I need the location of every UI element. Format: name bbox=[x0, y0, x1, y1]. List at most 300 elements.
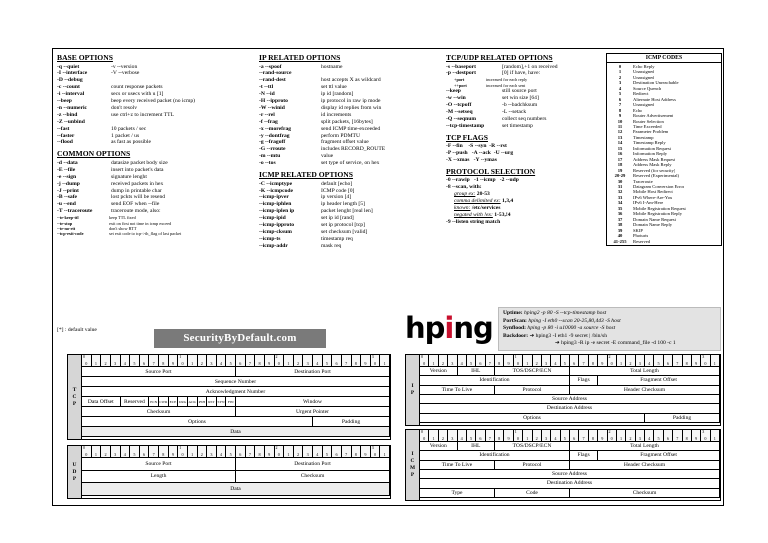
identification-field: Identification bbox=[420, 376, 570, 385]
site-banner: SecurityByDefault.com bbox=[154, 329, 326, 348]
icmp-code-number: 1 bbox=[618, 69, 622, 75]
icmp-code-number: 16 bbox=[617, 151, 623, 157]
header-checksum-field: Header Checksum bbox=[570, 461, 720, 470]
bit-index: 1 bbox=[284, 446, 294, 458]
option-description: count response packets bbox=[111, 84, 163, 91]
option-flag: --tcp-exit-code bbox=[57, 231, 84, 237]
udp-header-diagram bbox=[67, 445, 391, 499]
option-description: ip id [random] bbox=[321, 91, 354, 98]
option-flag: --flood bbox=[57, 139, 73, 146]
icmp-code-number: 38 bbox=[617, 222, 623, 228]
bit-index: 3 bbox=[636, 355, 645, 367]
option-description: value bbox=[321, 153, 334, 160]
option-row bbox=[259, 181, 443, 188]
icmp-code-name: Redirect bbox=[633, 91, 649, 97]
option-row bbox=[57, 181, 255, 188]
tcp-flag-row: -X --xmas -Y --ymas bbox=[446, 156, 497, 163]
option-flag: -e --sign bbox=[57, 173, 77, 180]
icmp-code-name: Source Quench bbox=[633, 85, 662, 91]
option-description: 1 packet / us bbox=[111, 132, 140, 139]
bit-index: 8 bbox=[255, 446, 265, 458]
bit-index: 2 bbox=[294, 355, 304, 367]
icmp-code-number: 9 bbox=[618, 113, 622, 119]
bit-index: 6 bbox=[476, 430, 485, 442]
option-flag: -E --file bbox=[57, 166, 76, 173]
bit-index: 4 bbox=[313, 446, 323, 458]
bit-index: 7 bbox=[486, 430, 495, 442]
version-field: Version bbox=[420, 442, 458, 451]
option-description: ICMP code [0] bbox=[321, 187, 355, 194]
protocol-field: Protocol bbox=[495, 461, 570, 470]
option-flag: --icmp-iplen ip bbox=[259, 208, 295, 215]
destport-suboptions bbox=[446, 77, 603, 88]
option-row bbox=[57, 105, 255, 112]
icmp-code-name: Mobile Host Redirect bbox=[633, 189, 673, 195]
bit-index: 3 bbox=[636, 430, 645, 442]
option-row bbox=[57, 119, 255, 126]
bit-index: 9 bbox=[169, 355, 179, 367]
bit-index: 3 bbox=[303, 446, 313, 458]
bit-index: 5 bbox=[561, 355, 570, 367]
bit-index: 7 bbox=[149, 355, 159, 367]
identification-field: Identification bbox=[420, 451, 570, 460]
option-row bbox=[57, 167, 255, 174]
bit-index: 8 bbox=[683, 355, 692, 367]
destination-port-field: Destination Port bbox=[236, 458, 390, 471]
option-row bbox=[57, 208, 255, 215]
data-field: Data bbox=[82, 427, 390, 437]
icmp-codes-table bbox=[606, 53, 722, 246]
bit-index: 1 bbox=[523, 430, 532, 442]
bit-index: 1 bbox=[380, 355, 390, 367]
bit-index: 6 bbox=[664, 430, 673, 442]
icmp-code-name: Timestamp Reply bbox=[633, 140, 666, 146]
protocol-selection-heading: PROTOCOL SELECTION bbox=[446, 166, 536, 176]
flag-rst: RST bbox=[207, 397, 217, 407]
option-flag: -W --winid bbox=[259, 104, 285, 111]
bit-index: 8 bbox=[495, 355, 504, 367]
bit-index: 7 bbox=[486, 355, 495, 367]
option-row bbox=[259, 112, 443, 119]
options-field: Options bbox=[82, 417, 313, 427]
option-description: use ctrl+z to increment TTL bbox=[111, 111, 175, 118]
option-description: [random],+1 on received bbox=[502, 63, 558, 70]
bit-index: 6 bbox=[332, 355, 342, 367]
option-flag: --keep bbox=[446, 88, 461, 95]
option-description: ip header length [5] bbox=[321, 201, 365, 208]
icmp-code-name: Information Request bbox=[633, 145, 671, 151]
option-description: received packets in hex bbox=[111, 180, 164, 187]
option-row bbox=[259, 229, 443, 236]
urgent-pointer-field: Urgent Pointer bbox=[236, 407, 390, 417]
option-description: traceroute mode, also: bbox=[111, 208, 161, 215]
bit-index: 5 bbox=[654, 355, 663, 367]
option-flag: -o --tos bbox=[259, 160, 276, 167]
option-row bbox=[259, 153, 443, 160]
icmp-code-name: IPv6 I-Am-Here bbox=[633, 200, 664, 206]
option-flag: -z --bind bbox=[57, 111, 78, 118]
bit-index: 8 bbox=[159, 355, 169, 367]
option-row bbox=[259, 105, 443, 112]
option-description: set checksum [valid] bbox=[321, 228, 368, 235]
option-description: hostname bbox=[321, 63, 343, 70]
option-description: increased for each reply bbox=[486, 77, 528, 83]
bit-index: 1 bbox=[711, 430, 720, 442]
bit-index: 4 bbox=[121, 355, 131, 367]
tcpudp-options-list-2 bbox=[446, 88, 603, 129]
bit-index: 5 bbox=[561, 430, 570, 442]
total-length-field: Total Length bbox=[570, 442, 720, 451]
bit-index: 4 bbox=[551, 430, 560, 442]
base-options-list bbox=[57, 64, 255, 147]
icmp-code-number: 6 bbox=[618, 96, 622, 102]
bit-index: 3 bbox=[207, 446, 217, 458]
scan-example: comma delimited ex: 1,3,4 bbox=[454, 198, 514, 204]
bit-index: 9 bbox=[361, 446, 371, 458]
option-flag: --faster bbox=[57, 132, 75, 139]
column-base-common bbox=[57, 53, 255, 237]
icmp-options-heading: ICMP RELATED OPTIONS bbox=[259, 170, 353, 180]
icmp-code-number: 34 bbox=[617, 200, 623, 206]
option-flag: -Z --unbind bbox=[57, 118, 85, 125]
icmp-type-field: Type bbox=[420, 489, 495, 498]
flags-field: Flags bbox=[570, 451, 598, 460]
option-description: set exit code to tcp->th_flag of last packet bbox=[109, 231, 182, 237]
bit-index: 2 bbox=[198, 355, 208, 367]
bit-index: 1 0 bbox=[178, 355, 188, 367]
option-description: set timestamp bbox=[502, 122, 533, 129]
option-row bbox=[57, 112, 255, 119]
option-flag: -B --safe bbox=[57, 194, 78, 201]
flag-psh: PSH bbox=[198, 397, 208, 407]
bit-index: 4 bbox=[121, 446, 131, 458]
flag-ece: ECE bbox=[169, 397, 179, 407]
destination-address-field: Destination Address bbox=[420, 479, 720, 488]
option-flag: --icmp-ts bbox=[259, 235, 281, 242]
option-flag: -T --traceroute bbox=[57, 208, 93, 215]
bit-index: 5 bbox=[467, 430, 476, 442]
icmp-code-number: 13 bbox=[617, 134, 623, 140]
tcp-flag-row: -F --fin -S --syn -R --rst bbox=[446, 143, 507, 150]
scan-example: group ex: 20-53 bbox=[454, 191, 490, 198]
bit-index: 6 bbox=[664, 355, 673, 367]
bit-index: 7 bbox=[579, 355, 588, 367]
option-row bbox=[57, 77, 255, 84]
bit-index: 2 bbox=[626, 355, 635, 367]
icmp-code-number: 17 bbox=[617, 156, 623, 162]
icmp-code-number: 39 bbox=[617, 227, 623, 233]
icmp-code-number: 7 bbox=[618, 102, 622, 108]
option-row bbox=[259, 201, 443, 208]
bit-index: 4 bbox=[551, 355, 560, 367]
icmp-code-name: Router Advertisement bbox=[633, 113, 674, 119]
protocol-row-1: -0 --rawip -1 --icmp -2 --udp bbox=[446, 177, 519, 184]
bit-index: 1 0 bbox=[514, 430, 523, 442]
option-flag: --tcp-timestamp bbox=[446, 122, 485, 129]
icmp-code-name: Unassigned bbox=[633, 102, 655, 108]
option-row bbox=[259, 98, 443, 105]
bit-index: 4 bbox=[217, 446, 227, 458]
length-field: Length bbox=[82, 471, 236, 484]
bit-index: 8 bbox=[352, 355, 362, 367]
option-row bbox=[446, 123, 603, 130]
protocol-row-3: -9 --listen string match bbox=[446, 218, 501, 225]
option-description bbox=[111, 119, 255, 126]
bit-index: 1 bbox=[617, 355, 626, 367]
bit-index: 1 0 bbox=[514, 355, 523, 367]
option-row bbox=[259, 160, 443, 167]
option-flag: --tr-stop bbox=[57, 220, 73, 226]
option-row bbox=[259, 222, 443, 229]
bit-index: 2 bbox=[294, 446, 304, 458]
icmp-code-name: Mobile Registration Reply bbox=[633, 211, 682, 217]
scan-example: negated with !ex: 1-53,!4 bbox=[454, 211, 511, 218]
padding-field: Padding bbox=[645, 414, 720, 423]
option-description: -b --badchksum bbox=[502, 101, 538, 108]
icmp-code-name: SKIP bbox=[633, 227, 643, 233]
icmp-code-number: 33 bbox=[617, 194, 623, 200]
option-description bbox=[321, 70, 443, 77]
icmp-code-name: Echo Reply bbox=[633, 64, 655, 69]
bit-index: 3 bbox=[207, 355, 217, 367]
bit-index: 0 0 bbox=[420, 355, 429, 367]
option-description: -L --setack bbox=[502, 108, 527, 115]
icmp-code-number: 37 bbox=[617, 216, 623, 222]
scan-examples bbox=[446, 191, 603, 219]
bit-index: 3 bbox=[111, 355, 121, 367]
option-row bbox=[57, 174, 255, 181]
bit-index: 1 bbox=[188, 446, 198, 458]
bit-index: 9 bbox=[169, 446, 179, 458]
ip-header-diagram bbox=[405, 354, 721, 426]
option-flag: -J --print bbox=[57, 187, 79, 194]
bit-index: 4 bbox=[313, 355, 323, 367]
icmp-code-number: 5 bbox=[618, 91, 622, 97]
option-description: set type of service, on hex bbox=[321, 160, 380, 167]
option-row bbox=[446, 102, 603, 109]
tcp-header-diagram bbox=[67, 354, 391, 440]
option-description: packet lenght [real len] bbox=[321, 208, 373, 215]
icmp-code-name: Domain Name Request bbox=[633, 216, 676, 222]
bit-index: 5 bbox=[654, 430, 663, 442]
bit-index: 2 bbox=[101, 355, 111, 367]
bit-index: 8 bbox=[352, 446, 362, 458]
bit-index: 2 bbox=[439, 430, 448, 442]
option-description: includes RECORD_ROUTE bbox=[321, 146, 386, 153]
bit-index: 3 bbox=[448, 430, 457, 442]
option-description: beep every received packet (no icmp) bbox=[111, 98, 196, 105]
icmp-code-name: Address Mask Request bbox=[633, 156, 676, 162]
icmp-code-number: 20-29 bbox=[614, 173, 626, 179]
flag-cwr: CWR bbox=[159, 397, 169, 407]
icmp-code-name: Destination Unreachable bbox=[633, 80, 679, 86]
icmp-header-diagram bbox=[405, 429, 721, 501]
bit-index: 7 bbox=[342, 355, 352, 367]
option-flag: -g --fragoff bbox=[259, 139, 286, 146]
bit-index: 1 bbox=[523, 355, 532, 367]
tcpudp-options-list bbox=[446, 64, 603, 78]
bit-index: 8 bbox=[589, 355, 598, 367]
bit-index: 4 bbox=[458, 430, 467, 442]
bit-index: 5 bbox=[323, 355, 333, 367]
option-description: set win size [64] bbox=[502, 95, 539, 102]
option-row bbox=[259, 64, 443, 71]
icmp-code-name: Alternate Host Address bbox=[633, 96, 676, 102]
hping-logo: hping bbox=[405, 311, 493, 345]
option-row bbox=[57, 160, 255, 167]
option-flag: -i --interval bbox=[57, 91, 85, 98]
bit-index: 3 bbox=[303, 355, 313, 367]
icmp-code-name: Mobile Registration Request bbox=[633, 205, 686, 211]
option-flag: -C --icmptype bbox=[259, 180, 293, 187]
bit-index: 7 bbox=[673, 355, 682, 367]
option-row bbox=[57, 126, 255, 133]
option-flag: -m --mtu bbox=[259, 153, 281, 160]
option-description: mask req bbox=[321, 242, 342, 249]
option-flag: --rand-dest bbox=[259, 77, 286, 84]
option-row bbox=[259, 91, 443, 98]
ihl-field: IHL bbox=[458, 367, 496, 376]
bit-index: 1 bbox=[429, 430, 438, 442]
option-row bbox=[259, 70, 443, 77]
bit-index: 1 bbox=[284, 355, 294, 367]
option-flag: --icmp-ipid bbox=[259, 215, 286, 222]
icmp-code-name: Information Reply bbox=[633, 151, 668, 157]
bit-index: 3 0 bbox=[701, 355, 710, 367]
icmp-code-row bbox=[607, 239, 721, 244]
bit-index: 0 0 bbox=[420, 430, 429, 442]
icmp-code-name: Timestamp bbox=[633, 134, 654, 140]
protocol-side-label: I C M P bbox=[406, 430, 420, 500]
option-row bbox=[259, 188, 443, 195]
option-row bbox=[57, 188, 255, 195]
tcpudp-options-heading: TCP/UDP RELATED OPTIONS bbox=[446, 53, 553, 62]
bit-index: 3 bbox=[111, 446, 121, 458]
icmp-code-name: Unassigned bbox=[633, 74, 655, 80]
bit-index: 1 bbox=[188, 355, 198, 367]
bit-index: 9 bbox=[692, 355, 701, 367]
bit-index: 6 bbox=[236, 446, 246, 458]
bit-index: 5 bbox=[323, 446, 333, 458]
option-description: [0] if have, have: bbox=[502, 70, 541, 77]
protocol-row-2: -8 --scan, with: bbox=[446, 184, 482, 191]
icmp-code-number: 10 bbox=[617, 118, 623, 124]
bit-index: 2 0 bbox=[608, 355, 617, 367]
bit-index: 2 0 bbox=[275, 446, 285, 458]
flag-syn: SYN bbox=[217, 397, 227, 407]
option-flag: --tr-no-rtt bbox=[57, 225, 76, 231]
bit-index: 1 bbox=[92, 446, 102, 458]
tcp-flags-list bbox=[446, 143, 603, 164]
icmp-code-number: 3 bbox=[618, 80, 622, 86]
icmp-code-name: Address Mask Reply bbox=[633, 162, 672, 168]
total-length-field: Total Length bbox=[570, 367, 720, 376]
option-row bbox=[57, 133, 255, 140]
icmp-code-number: 35 bbox=[617, 205, 623, 211]
bit-index: 3 bbox=[542, 430, 551, 442]
bit-index: 1 bbox=[617, 430, 626, 442]
icmp-code-number: 2 bbox=[618, 74, 622, 80]
option-row bbox=[446, 88, 603, 95]
option-row bbox=[57, 201, 255, 208]
option-row bbox=[57, 194, 255, 201]
bit-index: 9 bbox=[361, 355, 371, 367]
option-flag: -I --interface bbox=[57, 70, 88, 77]
column-tcp-udp bbox=[446, 53, 603, 226]
version-field: Version bbox=[420, 367, 458, 376]
bit-index: 6 bbox=[570, 430, 579, 442]
ihl-field: IHL bbox=[458, 442, 496, 451]
icmp-code-name: Traceroute bbox=[633, 178, 653, 184]
bit-index: 3 0 bbox=[371, 446, 381, 458]
option-description: dump in printable char bbox=[111, 187, 162, 194]
option-description: set ip id [rand] bbox=[321, 215, 354, 222]
option-description: don't resolv bbox=[111, 104, 138, 111]
bit-index: 9 bbox=[692, 430, 701, 442]
bit-index: 5 bbox=[130, 446, 140, 458]
bit-index: 8 bbox=[159, 446, 169, 458]
bit-index: 4 bbox=[217, 355, 227, 367]
bit-index: 9 bbox=[265, 446, 275, 458]
option-row bbox=[259, 126, 443, 133]
flag-fin: FIN bbox=[226, 397, 236, 407]
protocol-side-label: I P bbox=[406, 355, 420, 425]
bit-index: 2 bbox=[626, 430, 635, 442]
bit-index: 1 0 bbox=[178, 446, 188, 458]
bit-index: 7 bbox=[246, 355, 256, 367]
bit-index: 7 bbox=[342, 446, 352, 458]
option-description: -V --verbose bbox=[111, 70, 140, 77]
checksum-field: Checksum bbox=[236, 471, 390, 484]
icmp-code-name: Reserved (for security) bbox=[633, 167, 676, 173]
source-address-field: Source Address bbox=[420, 395, 720, 404]
option-row bbox=[57, 139, 255, 146]
option-row bbox=[57, 98, 255, 105]
default-value-note: [*] : default value bbox=[57, 327, 97, 333]
bit-index: 6 bbox=[332, 446, 342, 458]
icmp-code-number: 30 bbox=[617, 178, 623, 184]
reserved-field: Reserved bbox=[121, 397, 150, 407]
cheat-sheet bbox=[52, 48, 724, 506]
option-row bbox=[259, 236, 443, 243]
bit-index: 0 0 bbox=[82, 355, 92, 367]
bit-index: 2 0 bbox=[608, 430, 617, 442]
bit-index: 7 bbox=[579, 430, 588, 442]
icmp-code-number: 40 bbox=[617, 233, 623, 239]
option-flag: -u --end bbox=[57, 201, 76, 208]
data-field: Data bbox=[82, 483, 390, 496]
icmp-code-name: Parameter Problem bbox=[633, 129, 669, 135]
flag-ack: ACK bbox=[188, 397, 198, 407]
option-row bbox=[57, 84, 255, 91]
option-description: timestamp req bbox=[321, 235, 353, 242]
bit-index: 2 bbox=[439, 355, 448, 367]
option-flag: -N --id bbox=[259, 91, 275, 98]
icmp-code-number: 18 bbox=[617, 162, 623, 168]
column-ip-icmp bbox=[259, 53, 443, 250]
option-flag: -D --debug bbox=[57, 77, 83, 84]
protocol-field: Protocol bbox=[495, 386, 570, 395]
bit-index: 3 0 bbox=[371, 355, 381, 367]
bit-index: 7 bbox=[246, 446, 256, 458]
flags-field: Flags bbox=[570, 376, 598, 385]
option-description: 10 packets / sec bbox=[111, 125, 147, 132]
option-flag: -G --rroute bbox=[259, 146, 286, 153]
icmp-code-number: 4 bbox=[618, 85, 622, 91]
option-row bbox=[446, 95, 603, 102]
bit-index: 8 bbox=[495, 430, 504, 442]
bit-index: 9 bbox=[265, 355, 275, 367]
